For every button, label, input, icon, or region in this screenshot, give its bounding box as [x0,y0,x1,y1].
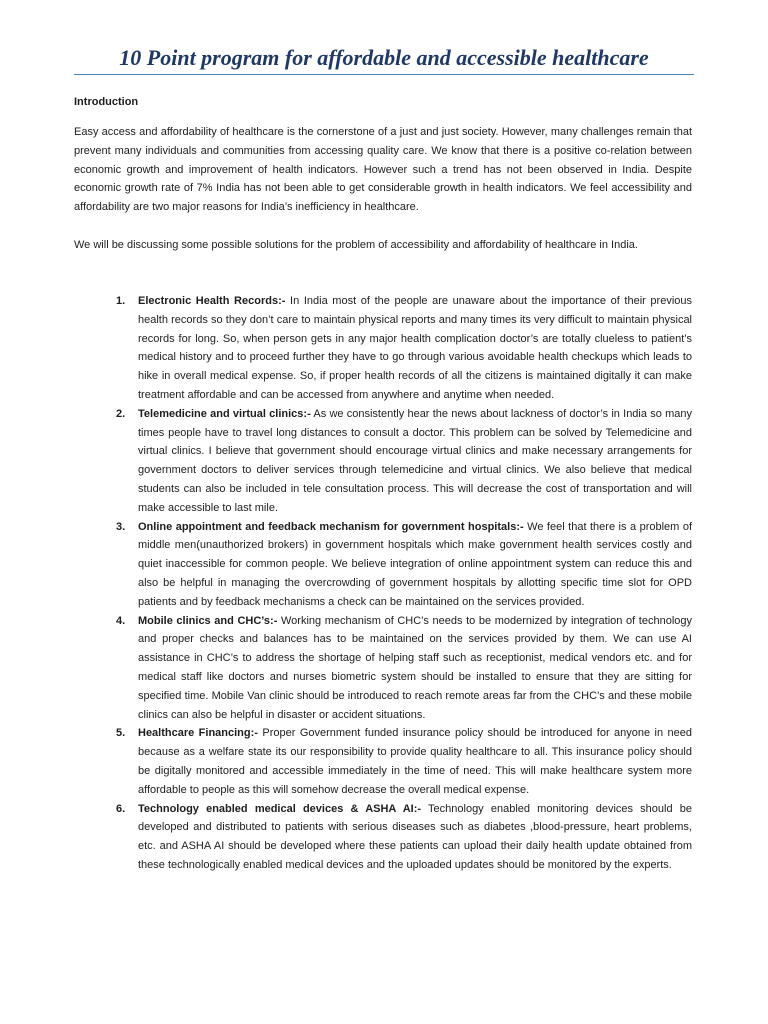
section-heading-introduction: Introduction [74,96,139,108]
program-item-text: Working mechanism of CHC’s needs to be modernized by integration of technology and proper checks and balances has to be maintained on the services provided by them. We can use AI assistance in CHC’s to address the shortage of helping staff such as receptionist, medical vendors etc. and for medical staff like doctors and nurses biometric system should be installed to ensure that they are sitting for specified time. Mobile Van clinic should be introduced to reach remote areas far from the CHC’s and these mobile clinics can also be helpful in disaster or accident situations. [138,614,692,721]
intro-paragraph: We will be discussing some possible solutions for the problem of accessibility and affordability of healthcare in India. [74,239,638,251]
program-item-heading: Telemedicine and virtual clinics:- [138,407,311,420]
program-item [74,724,692,799]
program-item [74,612,692,725]
document-title: 10 Point program for affordable and accessible healthcare [119,45,649,70]
program-item-heading: Mobile clinics and CHC’s:- [138,614,278,627]
title-divider [74,74,694,75]
program-item-number: 5. [116,727,126,740]
program-item [74,405,692,518]
program-item-number: 2. [116,407,126,420]
program-item-text: In India most of the people are unaware about the importance of their previous health records so they don’t care to maintain physical reports and many times its very difficult to maintain physical records for long. So, when person gets in any major health complication doctor’s are totally clueless to patient’s medical history and to proceed further they have to go through various avoidable health checkups which leads to hike in overall medical expense. So, if proper health records of all the citizens is maintained digitally it can make treatment affordable and can be accessed from anywhere and anytime when needed. [138,295,693,401]
program-item [74,518,692,612]
program-item [74,292,692,405]
program-item-text: Proper Government funded insurance policy should be introduced for anyone in need because as a welfare state its our responsibility to provide quality healthcare to all. This insurance policy should be digitally monitored and accessible immediately in the time of need. This will make healthcare system more affordable to people as this will somehow decrease the overall medical expense. [138,727,693,796]
program-item-text: Technology enabled monitoring devices should be developed and distributed to patients with serious diseases such as diabetes ,blood-pressure, heart problems, etc. and ASHA AI should be developed where these patients can upload their daily health update obtained from these technologically enabled medical devices and the uploaded updates should be monitored by the experts. [138,802,693,871]
program-item [74,800,692,875]
intro-paragraph: Easy access and affordability of healthcare is the cornerstone of a just and just society. However, many challenges remain that prevent many individuals and communities from accessing quality care. We know that there is a positive co-relation between economic growth and improvement of health indicators. However such a trend has not been observed in India. Despite economic growth rate of 7% India has not been able to get considerable growth in health indicators. We feel accessibility and affordability are two major reasons for India’s inefficiency in healthcare. [74,126,692,214]
program-item-number: 4. [116,614,126,627]
program-item-heading: Healthcare Financing:- [138,727,258,740]
program-item-text: As we consistently hear the news about lackness of doctor’s in India so many times people have to travel long distances to consult a doctor. This problem can be solved by Telemedicine and virtual clinics. I believe that government should encourage virtual clinics and make necessary arrangements for government doctors to deliver services through telemedicine and virtual clinics. We also believe that medical students can also be included in tele consultation process. This will decrease the cost of transportation and will make accessible to last mile. [138,407,692,514]
program-list [74,292,692,875]
program-item-number: 3. [116,520,126,533]
program-item-number: 1. [116,295,126,307]
program-item-text: We feel that there is a problem of middle men(unauthorized brokers) in government hospitals which make government health services costly and quiet inaccessible for common people. We believe integration of online appointment system can reduce this and also be helpful in managing the overcrowding of government hospitals by allotting specific time slot for OPD patients and by feedback mechanisms a check can be maintained on the services provided. [138,520,692,608]
program-item-heading: Online appointment and feedback mechanism for government hospitals:- [138,520,524,533]
program-item-heading: Technology enabled medical devices & ASHA AI:- [138,802,422,815]
program-item-number: 6. [116,802,126,815]
program-item-heading: Electronic Health Records:- [138,295,286,307]
